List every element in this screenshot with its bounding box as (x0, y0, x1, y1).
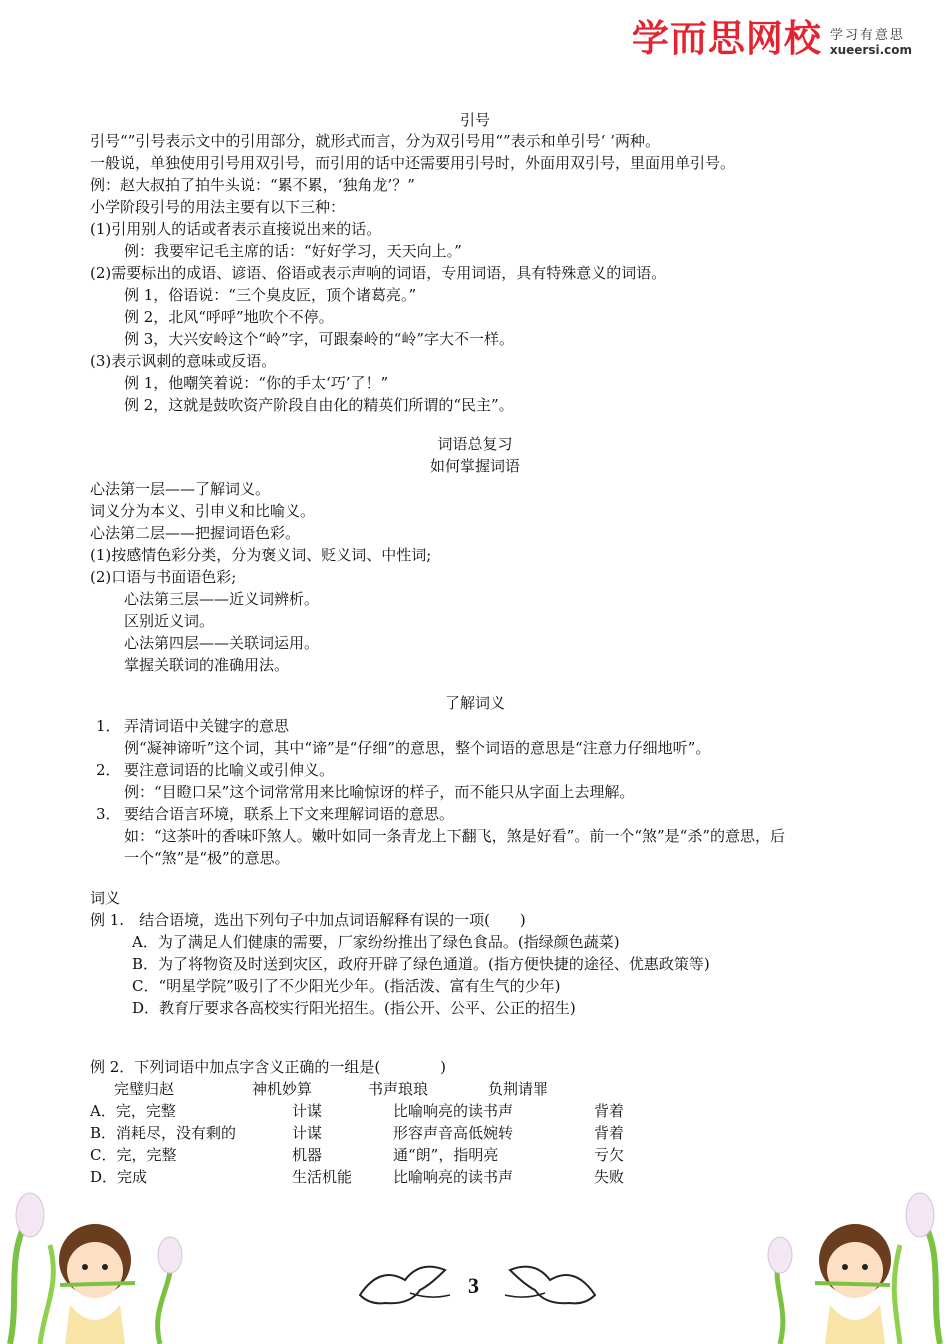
footer-girl-left-illustration (0, 1175, 200, 1344)
text-line: 心法第三层——近义词辨析。 (124, 590, 320, 608)
text-line: 心法第二层——把握词语色彩。 (90, 524, 301, 542)
question-2-cell: 计谋 (292, 1102, 323, 1120)
dove-right-icon (495, 1255, 605, 1315)
text-line: 区别近义词。 (124, 612, 215, 630)
item-text: 要注意词语的比喻义或引伸义。 (124, 761, 335, 779)
header-logo (631, 17, 912, 60)
dove-left-icon (350, 1255, 460, 1315)
example-line: 例 2，这就是鼓吹资产阶段自由化的精英们所谓的“民主”。 (124, 396, 514, 414)
text-line: (2)需要标出的成语、谚语、俗语或表示声响的词语，专用词语，具有特殊意义的词语。 (90, 264, 667, 282)
item-number: 3． (96, 805, 121, 823)
text-line: (1)按感情色彩分类，分为褒义词、贬义词、中性词; (90, 546, 432, 564)
question-2-cell: A．完，完整 (90, 1102, 176, 1120)
section-title-understand: 了解词义 (444, 694, 506, 712)
example-line: 例 1，俗语说：“三个臭皮匠，顶个诸葛亮。” (124, 286, 417, 304)
text-line: 词义分为本义、引申义和比喻义。 (90, 502, 316, 520)
item-text: 要结合语言环境，联系上下文来理解词语的意思。 (124, 805, 455, 823)
question-1-option-b: B．为了将物资及时送到灾区，政府开辟了绿色通道。(指方便快捷的途径、优惠政策等) (132, 955, 710, 973)
question-1-stem: 例 1. 结合语境，选出下列句子中加点词语解释有误的一项( ) (90, 911, 526, 929)
item-example: 例：“目瞪口呆”这个词常常用来比喻惊讶的样子，而不能只从字面上去理解。 (124, 783, 635, 801)
question-2-cell: 比喻响亮的读书声 (393, 1102, 514, 1120)
question-2-cell: 比喻响亮的读书声 (393, 1168, 514, 1186)
brand-slogan: 学习有意思 (829, 28, 905, 43)
example-line: 例 1，他嘲笑着说：“你的手太‘巧’了！” (124, 374, 389, 392)
text-line: (1)引用别人的话或者表示直接说出来的话。 (90, 220, 382, 238)
question-2-cell: 背着 (594, 1102, 625, 1120)
item-number: 2． (96, 761, 121, 779)
question-2-word: 书声琅琅 (368, 1080, 429, 1098)
brand-name: 学而思网校 (631, 17, 822, 60)
text-line: 小学阶段引号的用法主要有以下三种： (90, 198, 346, 216)
question-2-cell: 失败 (594, 1168, 625, 1186)
question-2-cell: D．完成 (90, 1168, 148, 1186)
text-line: (2)口语与书面语色彩; (90, 568, 237, 586)
item-text: 弄清词语中关键字的意思 (124, 717, 290, 735)
question-2-word: 神机妙算 (252, 1080, 313, 1098)
question-2-word: 完璧归赵 (114, 1080, 175, 1098)
page-number: 3 (468, 1273, 479, 1298)
question-2-cell: 通“朗”，指明亮 (393, 1146, 499, 1164)
question-1-option-d: D．教育厅要求各高校实行阳光招生。(指公开、公平、公正的招生) (132, 999, 576, 1017)
question-2-stem: 例 2．下列词语中加点字含义正确的一组是( ) (90, 1058, 447, 1076)
question-2-cell: C．完，完整 (90, 1146, 177, 1164)
question-2-cell: 背着 (594, 1124, 625, 1142)
text-line: 心法第四层——关联词运用。 (124, 634, 320, 652)
text-line: 一般说，单独使用引号用双引号，而引用的话中还需要用引号时，外面用双引号，里面用单引号。 (90, 154, 736, 172)
item-number: 1． (96, 717, 121, 735)
example-line: 例 3，大兴安岭这个“岭”字，可跟秦岭的“岭”字大不一样。 (124, 330, 514, 348)
example-line: 例：我要牢记毛主席的话：“好好学习，天天向上。” (124, 242, 462, 260)
text-line: 引号“”引号表示文中的引用部分，就形式而言，分为双引号用“”表示和单引号‘ ’两种。 (90, 132, 660, 150)
item-example: 如：“这茶叶的香味吓煞人。嫩叶如同一条青龙上下翻飞，煞是好看”。前一个“煞”是“杀”的意思，后 (124, 827, 786, 845)
example-line: 例 2，北风“呼呼”地吹个不停。 (124, 308, 334, 326)
footer-girl-right-illustration (750, 1175, 950, 1344)
text-line: (3)表示讽刺的意味或反语。 (90, 352, 277, 370)
section-title-quotes: 引号 (459, 111, 491, 129)
section-title-review: 词语总复习 (437, 435, 513, 453)
question-2-cell: B．消耗尽，没有剩的 (90, 1124, 237, 1142)
question-2-cell: 机器 (292, 1146, 323, 1164)
question-1-option-c: C．“明星学院”吸引了不少阳光少年。(指活泼、富有生气的少年) (132, 977, 561, 995)
text-line: 心法第一层——了解词义。 (90, 480, 271, 498)
question-2-cell: 生活机能 (292, 1168, 353, 1186)
question-1-option-a: A．为了满足人们健康的需要，厂家纷纷推出了绿色食品。(指绿颜色蔬菜) (132, 933, 620, 951)
brand-site: xueersi.com (829, 43, 912, 57)
text-line: 例：赵大叔拍了拍牛头说：“累不累，‘独角龙’？” (90, 176, 415, 194)
text-line: 掌握关联词的准确用法。 (124, 656, 290, 674)
item-example: 一个“煞”是“极”的意思。 (124, 849, 290, 867)
question-2-word: 负荆请罪 (488, 1080, 549, 1098)
question-2-cell: 形容声音高低婉转 (393, 1124, 514, 1142)
question-2-cell: 计谋 (292, 1124, 323, 1142)
item-example: 例“凝神谛听”这个词，其中“谛”是“仔细”的意思，整个词语的意思是“注意力仔细地听”。 (124, 739, 711, 757)
exercise-heading: 词义 (90, 889, 121, 907)
section-subtitle-review: 如何掌握词语 (429, 457, 521, 475)
question-2-cell: 亏欠 (594, 1146, 625, 1164)
